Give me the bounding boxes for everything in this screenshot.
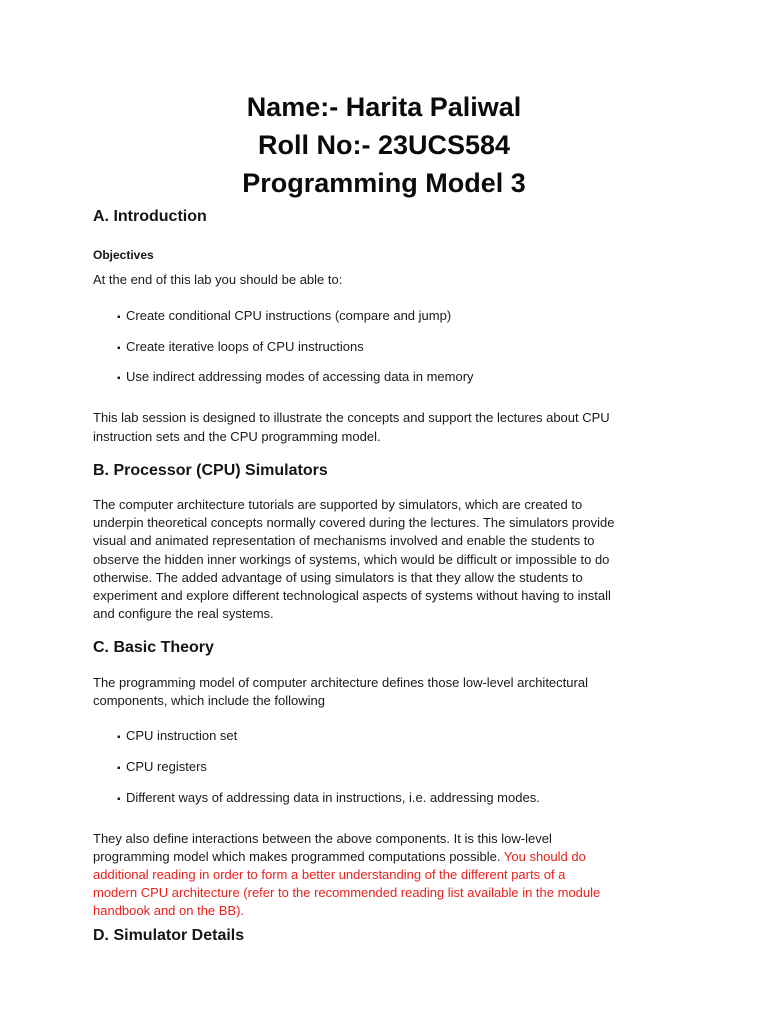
square-bullet-icon: ▪	[117, 312, 121, 323]
section-heading-simulator-details: D. Simulator Details	[93, 927, 245, 944]
square-bullet-icon: ▪	[117, 794, 121, 805]
square-bullet-icon: ▪	[117, 343, 121, 354]
theory-closing-line	[93, 848, 673, 866]
square-bullet-icon: ▪	[117, 763, 121, 774]
simulators-line: The computer architecture tutorials are supported by simulators, which are created to	[93, 497, 583, 512]
reading-note-line: handbook and on the BB).	[93, 903, 245, 918]
student-name: Name:- Harita Paliwal	[246, 92, 522, 122]
list-item-text: CPU registers	[126, 759, 207, 774]
simulators-line: and configure the real systems.	[93, 606, 274, 621]
list-item	[117, 758, 207, 778]
document-title: Programming Model 3	[242, 168, 526, 198]
theory-closing-line: They also define interactions between the above components. It is this low-level	[93, 831, 552, 846]
list-item-text: Create iterative loops of CPU instructions	[126, 339, 364, 354]
list-item	[117, 368, 474, 388]
section-heading-introduction: A. Introduction	[93, 208, 207, 225]
simulators-line: otherwise. The added advantage of using simulators is that they allow the students to	[93, 570, 583, 585]
objectives-heading: Objectives	[93, 248, 154, 262]
list-item-text: CPU instruction set	[126, 728, 238, 743]
theory-closing-text: programming model which makes programmed computations possible.	[93, 849, 501, 864]
section-heading-simulators: B. Processor (CPU) Simulators	[93, 462, 328, 479]
list-item	[117, 338, 364, 358]
square-bullet-icon: ▪	[117, 373, 121, 384]
title-block	[0, 88, 768, 202]
list-item	[117, 727, 237, 747]
intro-summary-line: instruction sets and the CPU programming model.	[93, 429, 381, 444]
square-bullet-icon: ▪	[117, 732, 121, 743]
list-item	[117, 789, 540, 809]
simulators-line: observe the hidden inner workings of systems, which would be difficult or impossible to do	[93, 552, 610, 567]
reading-note: You should do	[503, 849, 586, 864]
list-item	[117, 307, 451, 327]
reading-note-line: additional reading in order to form a better understanding of the different parts of a	[93, 867, 566, 882]
list-item-text: Create conditional CPU instructions (compare and jump)	[126, 308, 452, 323]
section-heading-basic-theory: C. Basic Theory	[93, 639, 214, 656]
theory-line: The programming model of computer architecture defines those low-level architectural	[93, 675, 588, 690]
intro-summary-line: This lab session is designed to illustrate the concepts and support the lectures about CPU	[93, 410, 610, 425]
theory-line: components, which include the following	[93, 693, 325, 708]
list-item-text: Different ways of addressing data in instructions, i.e. addressing modes.	[126, 790, 540, 805]
reading-note-line: modern CPU architecture (refer to the recommended reading list available in the module	[93, 885, 601, 900]
simulators-line: visual and animated representation of mechanisms involved and enable the students to	[93, 533, 595, 548]
simulators-line: underpin theoretical concepts normally covered during the lectures. The simulators provide	[93, 515, 615, 530]
simulators-line: experiment and explore different technological aspects of systems without having to install	[93, 588, 611, 603]
objectives-lead: At the end of this lab you should be able to:	[93, 272, 343, 287]
list-item-text: Use indirect addressing modes of accessing data in memory	[126, 369, 474, 384]
roll-number: Roll No:- 23UCS584	[257, 130, 511, 160]
